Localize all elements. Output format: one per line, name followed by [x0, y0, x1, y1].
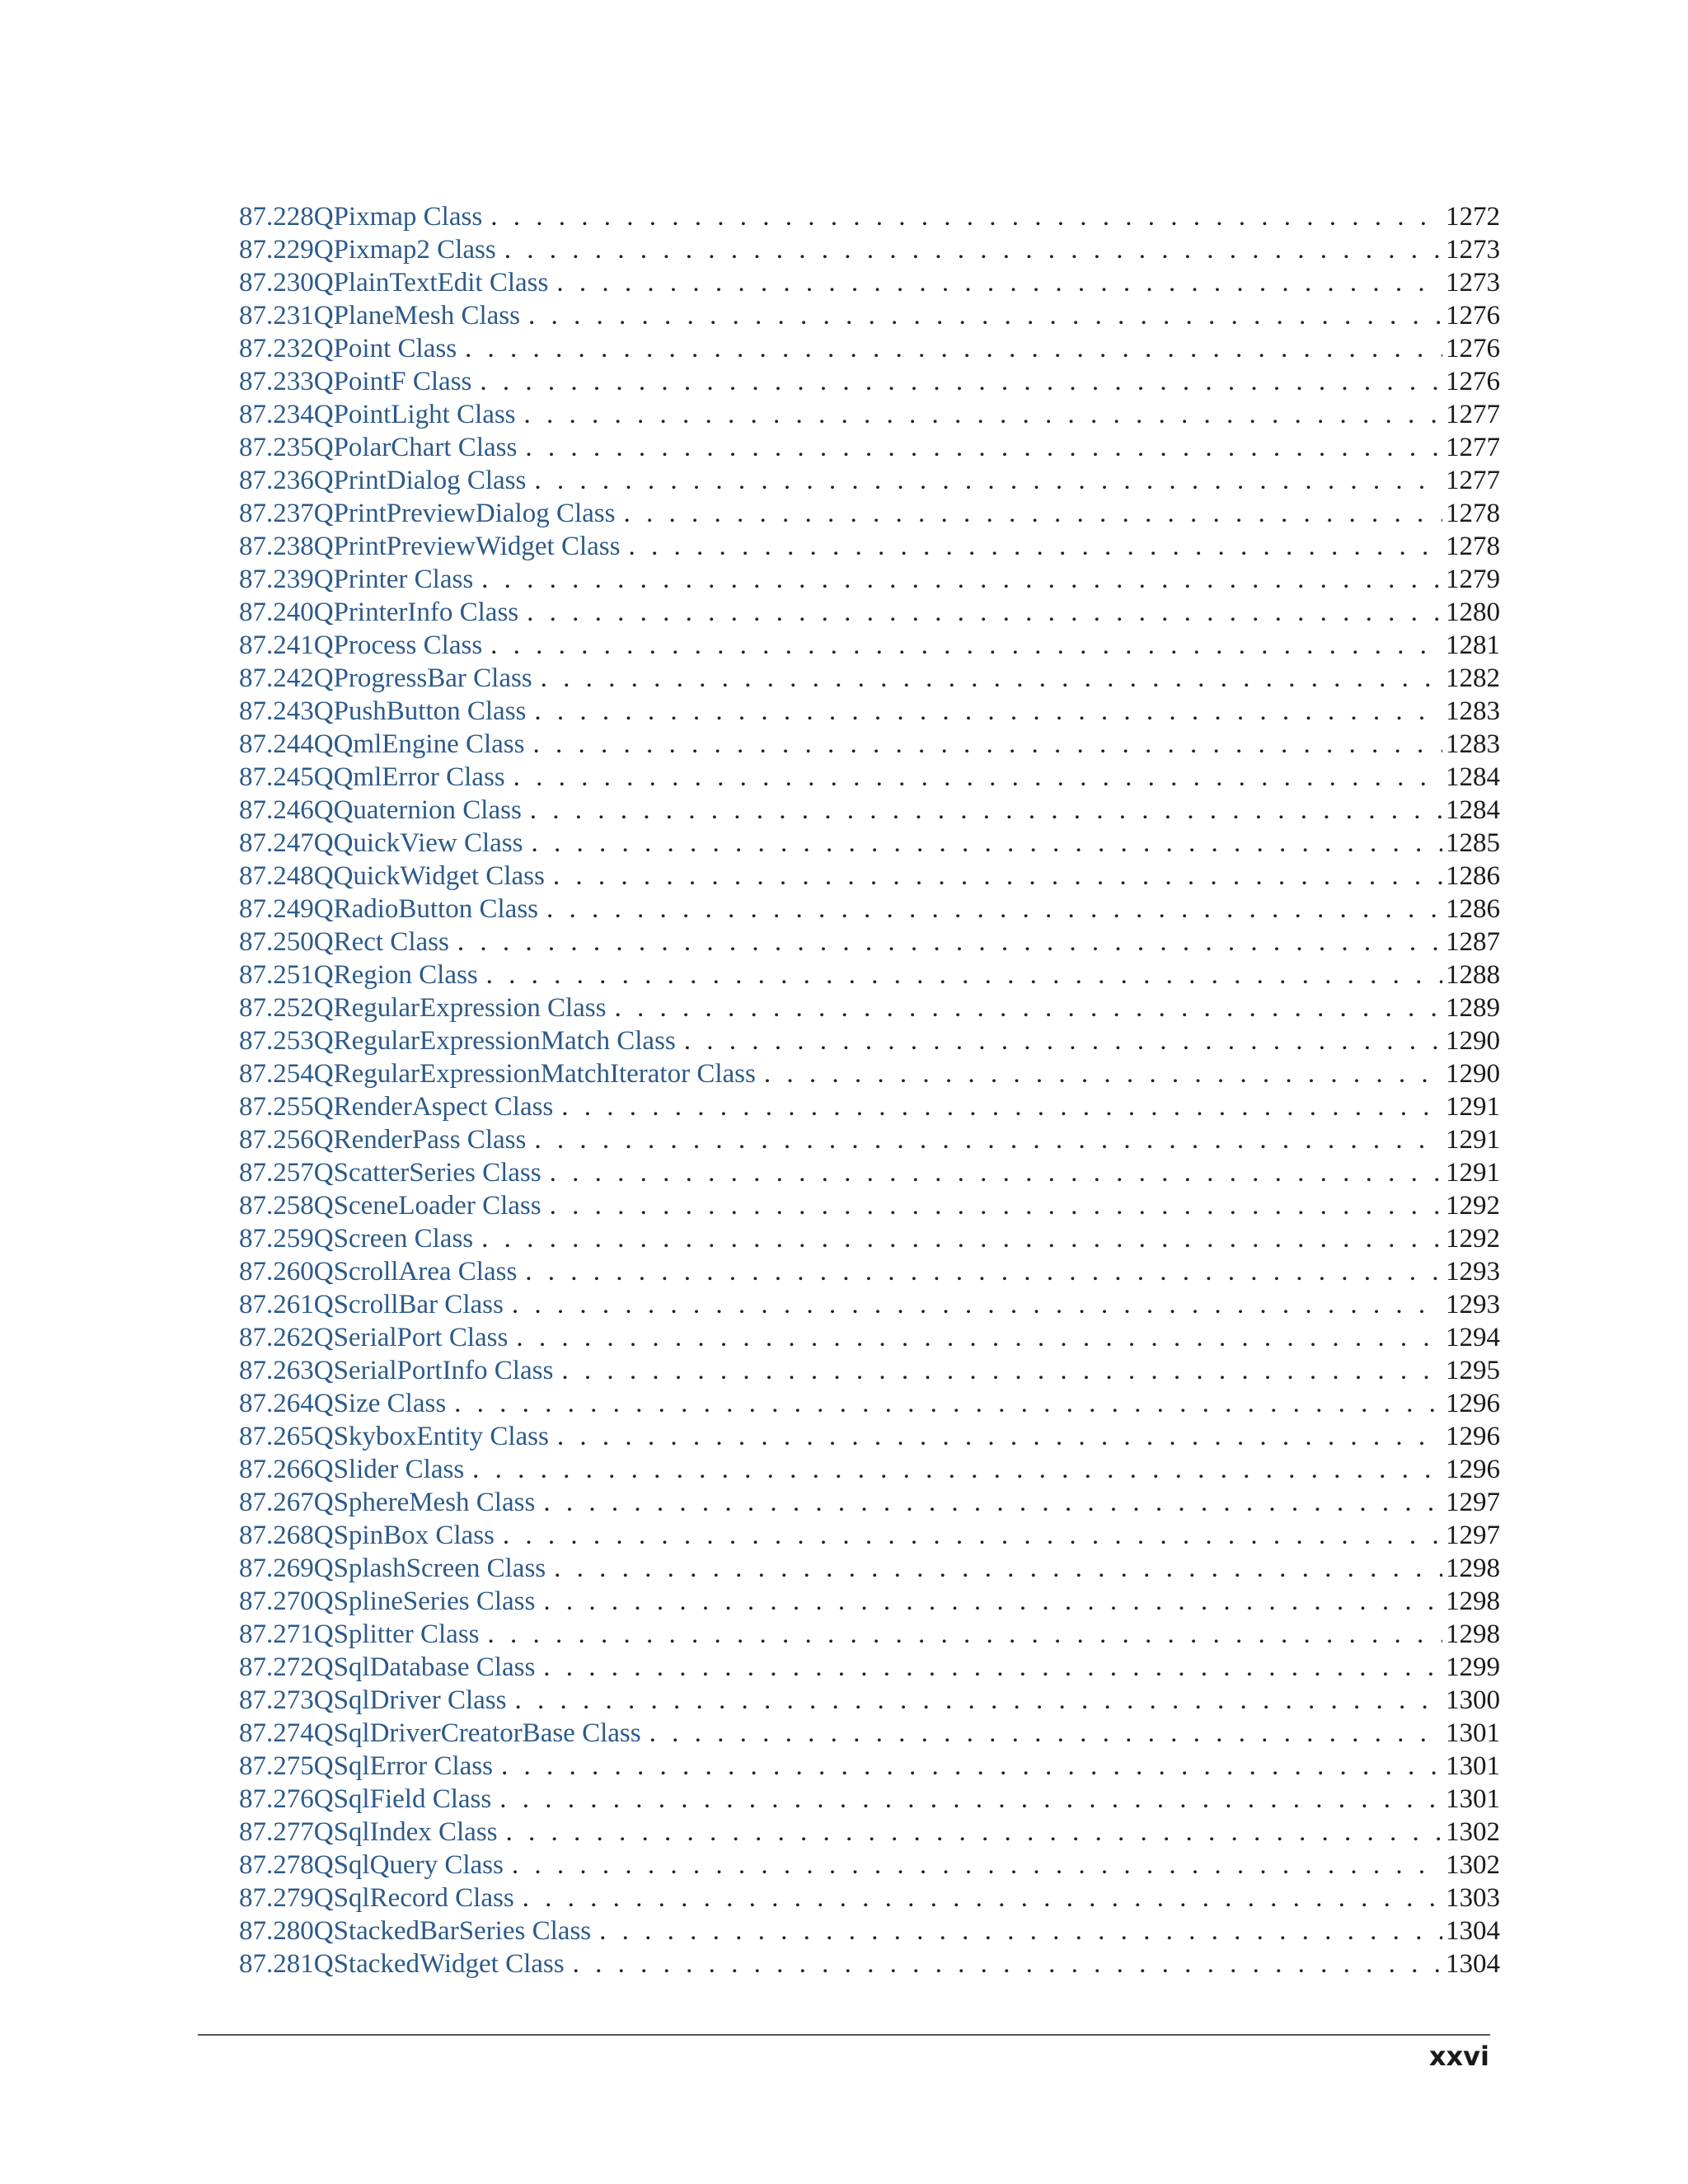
dot-leader [535, 1486, 1442, 1519]
toc-entry[interactable] [239, 1354, 1500, 1387]
toc-entry[interactable] [239, 431, 1500, 464]
toc-entry-title[interactable]: QProcess Class [313, 630, 483, 660]
toc-entry[interactable] [239, 1519, 1500, 1552]
toc-entry-title[interactable]: QPointF Class [313, 367, 472, 396]
toc-entry-page[interactable]: 1296 [1446, 1389, 1500, 1418]
toc-entry-title[interactable]: QProgressBar Class [313, 663, 532, 693]
dot-leader [641, 1717, 1442, 1750]
toc-entry[interactable] [239, 827, 1500, 860]
toc-entry-number[interactable]: 87.256 [239, 1125, 314, 1155]
toc-entry-page[interactable]: 1273 [1446, 268, 1500, 298]
toc-entry-number[interactable]: 87.265 [239, 1422, 314, 1451]
toc-entry-number[interactable]: 87.243 [239, 696, 314, 726]
dot-leader [482, 200, 1442, 233]
toc-entry-number[interactable]: 87.242 [239, 663, 314, 693]
toc-entry-title[interactable]: QSerialPortInfo Class [313, 1356, 554, 1385]
toc-entry-page[interactable]: 1292 [1446, 1224, 1500, 1254]
toc-entry[interactable] [239, 1222, 1500, 1255]
toc-entry[interactable] [239, 1651, 1500, 1684]
toc-entry-number[interactable]: 87.245 [239, 762, 314, 792]
toc-entry-page[interactable]: 1290 [1446, 1026, 1500, 1056]
toc-entry-page[interactable]: 1296 [1446, 1422, 1500, 1451]
toc-entry-page[interactable]: 1279 [1446, 565, 1500, 594]
toc-entry-number[interactable]: 87.239 [239, 565, 314, 594]
toc-entry-page[interactable]: 1288 [1446, 960, 1500, 990]
toc-entry-page[interactable]: 1277 [1446, 433, 1500, 462]
dot-leader [446, 1387, 1442, 1420]
toc-entry-page[interactable]: 1276 [1446, 367, 1500, 396]
toc-entry-title[interactable]: QPolarChart Class [313, 433, 518, 462]
toc-entry-title[interactable]: QSqlDriverCreatorBase Class [313, 1718, 641, 1748]
toc-entry-title[interactable]: QSphereMesh Class [313, 1488, 536, 1517]
toc-entry-title[interactable]: QQmlError Class [313, 762, 505, 792]
toc-entry-title[interactable]: QSpinBox Class [313, 1521, 495, 1550]
dot-leader [756, 1057, 1442, 1090]
toc-entry-title[interactable]: QSize Class [313, 1389, 447, 1418]
dot-leader [523, 827, 1443, 860]
toc-entry[interactable] [239, 1288, 1500, 1321]
toc-entry-page[interactable]: 1291 [1446, 1158, 1500, 1188]
toc-entry-number[interactable]: 87.268 [239, 1521, 314, 1550]
toc-entry-page[interactable]: 1277 [1446, 400, 1500, 429]
toc-entry-page[interactable]: 1286 [1446, 861, 1500, 891]
toc-entry-title[interactable]: QQuickView Class [313, 828, 523, 858]
toc-entry-number[interactable]: 87.232 [239, 334, 314, 363]
toc-entry[interactable] [239, 991, 1500, 1024]
toc-entry-page[interactable]: 1289 [1446, 993, 1500, 1023]
toc-entry-title[interactable]: QScrollBar Class [313, 1290, 504, 1319]
toc-entry-number[interactable]: 87.280 [239, 1916, 314, 1946]
toc-entry[interactable] [239, 1849, 1500, 1882]
toc-entry-title[interactable]: QRenderAspect Class [313, 1092, 554, 1122]
toc-entry-page[interactable]: 1294 [1446, 1323, 1500, 1352]
toc-entry-number[interactable]: 87.228 [239, 202, 314, 232]
toc-entry[interactable] [239, 1321, 1500, 1354]
toc-entry-page[interactable]: 1272 [1446, 202, 1500, 232]
dot-leader [549, 1420, 1442, 1453]
toc-entry[interactable] [239, 497, 1500, 530]
toc-entry-title[interactable]: QPoint Class [313, 334, 457, 363]
toc-entry-title[interactable]: QSceneLoader Class [313, 1191, 542, 1221]
toc-entry-page[interactable]: 1278 [1446, 499, 1500, 528]
toc-entry-title[interactable]: QQuickWidget Class [313, 861, 545, 891]
toc-entry[interactable] [239, 299, 1500, 332]
dot-leader [480, 1618, 1442, 1651]
toc-entry-title[interactable]: QRegularExpressionMatchIterator Class [313, 1059, 756, 1089]
dot-leader [526, 464, 1442, 497]
toc-entry-title[interactable]: QScreen Class [313, 1224, 474, 1254]
toc-entry-number[interactable]: 87.233 [239, 367, 314, 396]
dot-leader [516, 398, 1442, 431]
toc-entry[interactable] [239, 1387, 1500, 1420]
dot-leader [518, 596, 1442, 629]
toc-entry-title[interactable]: QSqlDatabase Class [313, 1652, 536, 1682]
toc-entry-title[interactable]: QRegion Class [313, 960, 478, 990]
dot-leader [517, 431, 1442, 464]
toc-entry-page[interactable]: 1287 [1446, 927, 1500, 957]
dot-leader [535, 1651, 1442, 1684]
toc-entry-title[interactable]: QSqlField Class [313, 1784, 492, 1814]
toc-entry-number[interactable]: 87.269 [239, 1554, 314, 1583]
toc-entry-page[interactable]: 1291 [1446, 1125, 1500, 1155]
toc-entry[interactable] [239, 1024, 1500, 1057]
toc-entry-page[interactable]: 1298 [1446, 1586, 1500, 1616]
toc-entry-page[interactable]: 1283 [1446, 729, 1500, 759]
toc-entry-number[interactable]: 87.237 [239, 499, 314, 528]
toc-entry-title[interactable]: QSerialPort Class [313, 1323, 509, 1352]
toc-entry[interactable] [239, 1618, 1500, 1651]
toc-entry-title[interactable]: QSqlDriver Class [313, 1685, 507, 1715]
toc-entry-title[interactable]: QSqlQuery Class [313, 1850, 504, 1880]
toc-entry-title[interactable]: QPrintPreviewDialog Class [313, 499, 616, 528]
dot-leader [508, 1321, 1442, 1354]
toc-entry-number[interactable]: 87.238 [239, 532, 314, 561]
toc-entry-page[interactable]: 1304 [1446, 1916, 1500, 1946]
toc-entry-page[interactable]: 1273 [1446, 235, 1500, 265]
toc-entry[interactable] [239, 1057, 1500, 1090]
toc-entry-page[interactable]: 1276 [1446, 301, 1500, 330]
toc-entry-number[interactable]: 87.266 [239, 1455, 314, 1484]
toc-entry-number[interactable]: 87.267 [239, 1488, 314, 1517]
toc-entry-page[interactable]: 1297 [1446, 1488, 1500, 1517]
toc-entry-title[interactable]: QRegularExpressionMatch Class [313, 1026, 676, 1056]
toc-entry-page[interactable]: 1301 [1446, 1784, 1500, 1814]
dot-leader [545, 860, 1442, 893]
toc-entry-page[interactable]: 1281 [1446, 630, 1500, 660]
toc-entry[interactable] [239, 365, 1500, 398]
toc-entry-page[interactable]: 1276 [1446, 334, 1500, 363]
toc-entry-page[interactable]: 1295 [1446, 1356, 1500, 1385]
dot-leader [565, 1947, 1442, 1980]
toc-entry-page[interactable]: 1292 [1446, 1191, 1500, 1221]
dot-leader [473, 563, 1442, 596]
dot-leader [498, 1816, 1443, 1849]
toc-entry-page[interactable]: 1301 [1446, 1718, 1500, 1748]
toc-entry-number[interactable]: 87.274 [239, 1718, 314, 1748]
toc-entry[interactable] [239, 398, 1500, 431]
toc-entry[interactable] [239, 1123, 1500, 1156]
toc-entry-page[interactable]: 1285 [1446, 828, 1500, 858]
toc-entry-title[interactable]: QSkyboxEntity Class [313, 1422, 549, 1451]
toc-entry-number[interactable]: 87.279 [239, 1883, 314, 1913]
toc-entry[interactable] [239, 1453, 1500, 1486]
toc-entry-page[interactable]: 1284 [1446, 762, 1500, 792]
dot-leader [464, 1453, 1442, 1486]
toc-entry-number[interactable]: 87.251 [239, 960, 314, 990]
dot-leader [517, 1255, 1442, 1288]
toc-entry-number[interactable]: 87.241 [239, 630, 314, 660]
toc-entry-title[interactable]: QScrollArea Class [313, 1257, 518, 1286]
dot-leader [457, 332, 1442, 365]
dot-leader [532, 662, 1442, 695]
dot-leader [504, 1288, 1442, 1321]
dot-leader [676, 1024, 1442, 1057]
toc-entry-number[interactable]: 87.231 [239, 301, 314, 330]
toc-entry[interactable] [239, 200, 1500, 233]
toc-entry-title[interactable]: QSplitter Class [313, 1619, 480, 1649]
toc-entry[interactable] [239, 1816, 1500, 1849]
toc-entry-title[interactable]: QSqlIndex Class [313, 1817, 498, 1847]
toc-entry-title[interactable]: QSplineSeries Class [313, 1586, 536, 1616]
toc-entry-title[interactable]: QPixmap Class [313, 202, 483, 232]
toc-entry[interactable] [239, 1915, 1500, 1947]
toc-entry-title[interactable]: QPrintDialog Class [313, 466, 527, 495]
toc-entry[interactable] [239, 958, 1500, 991]
toc-entry-page[interactable]: 1290 [1446, 1059, 1500, 1089]
toc-entry-page[interactable]: 1296 [1446, 1455, 1500, 1484]
toc-entry-title[interactable]: QSlider Class [313, 1455, 465, 1484]
toc-entry-number[interactable]: 87.272 [239, 1652, 314, 1682]
dot-leader [615, 497, 1442, 530]
toc-entry-page[interactable]: 1297 [1446, 1521, 1500, 1550]
toc-entry-number[interactable]: 87.257 [239, 1158, 314, 1188]
toc-entry-title[interactable]: QSqlRecord Class [313, 1883, 514, 1913]
toc-entry[interactable] [239, 794, 1500, 827]
toc-entry-number[interactable]: 87.277 [239, 1817, 314, 1847]
toc-entry[interactable] [239, 1783, 1500, 1816]
dot-leader [507, 1684, 1443, 1717]
toc-entry-number[interactable]: 87.255 [239, 1092, 314, 1122]
toc-entry-number[interactable]: 87.258 [239, 1191, 314, 1221]
toc-entry-page[interactable]: 1304 [1446, 1949, 1500, 1979]
toc-entry[interactable] [239, 1156, 1500, 1189]
toc-entry-page[interactable]: 1302 [1446, 1850, 1500, 1880]
dot-leader [449, 926, 1442, 958]
toc-entry-number[interactable]: 87.260 [239, 1257, 314, 1286]
dot-leader [526, 695, 1442, 728]
toc-entry[interactable] [239, 728, 1500, 761]
dot-leader [496, 233, 1442, 266]
toc-entry[interactable] [239, 464, 1500, 497]
toc-entry[interactable] [239, 1684, 1500, 1717]
dot-leader [491, 1783, 1442, 1816]
toc-entry[interactable] [239, 926, 1500, 958]
footer-divider [198, 2034, 1490, 2036]
dot-leader [542, 1156, 1442, 1189]
dot-leader [471, 365, 1442, 398]
toc-entry[interactable] [239, 629, 1500, 662]
toc-entry-page[interactable]: 1283 [1446, 696, 1500, 726]
toc-entry[interactable] [239, 1189, 1500, 1222]
toc-entry-title[interactable]: QRegularExpression Class [313, 993, 607, 1023]
toc-entry-number[interactable]: 87.273 [239, 1685, 314, 1715]
toc-entry[interactable] [239, 596, 1500, 629]
toc-entry[interactable] [239, 860, 1500, 893]
toc-entry-number[interactable]: 87.275 [239, 1751, 314, 1781]
toc-entry-page[interactable]: 1300 [1446, 1685, 1500, 1715]
dot-leader [535, 1585, 1442, 1618]
toc-entry-number[interactable]: 87.240 [239, 598, 314, 627]
toc-entry-page[interactable]: 1282 [1446, 663, 1500, 693]
toc-entry-page[interactable]: 1293 [1446, 1257, 1500, 1286]
toc-entry-title[interactable]: QPlainTextEdit Class [313, 268, 549, 298]
toc-entry-title[interactable]: QPushButton Class [313, 696, 527, 726]
toc-entry-page[interactable]: 1278 [1446, 532, 1500, 561]
toc-entry-title[interactable]: QPrinterInfo Class [313, 598, 519, 627]
dot-leader [473, 1222, 1442, 1255]
dot-leader [553, 1354, 1442, 1387]
toc-entry[interactable] [239, 1090, 1500, 1123]
dot-leader [505, 761, 1442, 794]
toc-entry-title[interactable]: QPrinter Class [313, 565, 474, 594]
dot-leader [542, 1189, 1442, 1222]
dot-leader [620, 530, 1442, 563]
dot-leader [504, 1849, 1442, 1882]
toc-entry[interactable] [239, 266, 1500, 299]
toc-entry[interactable] [239, 1420, 1500, 1453]
toc-entry-number[interactable]: 87.229 [239, 235, 314, 265]
dot-leader [591, 1915, 1442, 1947]
toc-entry[interactable] [239, 761, 1500, 794]
toc-entry-number[interactable]: 87.254 [239, 1059, 314, 1089]
dot-leader [546, 1552, 1442, 1585]
toc-entry-title[interactable]: QScatterSeries Class [313, 1158, 542, 1188]
toc-entry-page[interactable]: 1298 [1446, 1554, 1500, 1583]
toc-entry-page[interactable]: 1284 [1446, 795, 1500, 825]
toc-entry[interactable] [239, 233, 1500, 266]
page-number: xxvi [1428, 2041, 1489, 2072]
toc-entry-title[interactable]: QStackedBarSeries Class [313, 1916, 592, 1946]
dot-leader [524, 728, 1442, 761]
dot-leader [548, 266, 1442, 299]
toc-entry-number[interactable]: 87.261 [239, 1290, 314, 1319]
toc-entry[interactable] [239, 1717, 1500, 1750]
toc-entry-number[interactable]: 87.230 [239, 268, 314, 298]
table-of-contents [239, 200, 1500, 1980]
toc-entry-number[interactable]: 87.235 [239, 433, 314, 462]
toc-entry-page[interactable]: 1291 [1446, 1092, 1500, 1122]
toc-entry-number[interactable]: 87.244 [239, 729, 314, 759]
toc-entry-number[interactable]: 87.253 [239, 1026, 314, 1056]
toc-entry-title[interactable]: QSqlError Class [313, 1751, 493, 1781]
toc-entry[interactable] [239, 695, 1500, 728]
toc-entry-title[interactable]: QRect Class [313, 927, 449, 957]
toc-entry-title[interactable]: QQmlEngine Class [313, 729, 525, 759]
toc-entry-number[interactable]: 87.247 [239, 828, 314, 858]
toc-entry-title[interactable]: QPointLight Class [313, 400, 516, 429]
dot-leader [478, 958, 1442, 991]
dot-leader [526, 1123, 1442, 1156]
toc-entry[interactable] [239, 1552, 1500, 1585]
toc-entry-title[interactable]: QPlaneMesh Class [313, 301, 520, 330]
toc-entry-page[interactable]: 1299 [1446, 1652, 1500, 1682]
toc-entry-page[interactable]: 1298 [1446, 1619, 1500, 1649]
toc-entry-title[interactable]: QPixmap2 Class [313, 235, 496, 265]
toc-entry-title[interactable]: QStackedWidget Class [313, 1949, 565, 1979]
toc-entry[interactable] [239, 530, 1500, 563]
dot-leader [514, 1882, 1442, 1915]
toc-entry[interactable] [239, 1255, 1500, 1288]
dot-leader [522, 794, 1442, 827]
toc-entry-page[interactable]: 1280 [1446, 598, 1500, 627]
dot-leader [520, 299, 1442, 332]
toc-entry-number[interactable]: 87.263 [239, 1356, 314, 1385]
toc-entry-number[interactable]: 87.259 [239, 1224, 314, 1254]
toc-entry[interactable] [239, 1947, 1500, 1980]
toc-entry-title[interactable]: QRenderPass Class [313, 1125, 527, 1155]
toc-entry[interactable] [239, 332, 1500, 365]
toc-entry-title[interactable]: QSplashScreen Class [313, 1554, 546, 1583]
toc-entry[interactable] [239, 563, 1500, 596]
toc-entry-number[interactable]: 87.271 [239, 1619, 314, 1649]
toc-entry-number[interactable]: 87.234 [239, 400, 314, 429]
toc-entry-number[interactable]: 87.250 [239, 927, 314, 957]
toc-entry[interactable] [239, 1486, 1500, 1519]
toc-entry-page[interactable]: 1277 [1446, 466, 1500, 495]
toc-entry[interactable] [239, 1585, 1500, 1618]
toc-entry-number[interactable]: 87.270 [239, 1586, 314, 1616]
toc-entry-number[interactable]: 87.276 [239, 1784, 314, 1814]
toc-entry-number[interactable]: 87.236 [239, 466, 314, 495]
toc-entry-number[interactable]: 87.248 [239, 861, 314, 891]
dot-leader [553, 1090, 1442, 1123]
toc-entry-title[interactable]: QQuaternion Class [313, 795, 522, 825]
toc-entry[interactable] [239, 1750, 1500, 1783]
toc-entry[interactable] [239, 662, 1500, 695]
toc-entry-title[interactable]: QPrintPreviewWidget Class [313, 532, 621, 561]
toc-entry-page[interactable]: 1301 [1446, 1751, 1500, 1781]
dot-leader [606, 991, 1442, 1024]
toc-entry-page[interactable]: 1286 [1446, 894, 1500, 924]
toc-entry-number[interactable]: 87.246 [239, 795, 314, 825]
dot-leader [493, 1750, 1442, 1783]
toc-entry-title[interactable]: QRadioButton Class [313, 894, 539, 924]
toc-entry[interactable] [239, 893, 1500, 926]
toc-entry-page[interactable]: 1293 [1446, 1290, 1500, 1319]
toc-entry-number[interactable]: 87.249 [239, 894, 314, 924]
toc-entry-number[interactable]: 87.264 [239, 1389, 314, 1418]
toc-entry[interactable] [239, 1882, 1500, 1915]
toc-entry-page[interactable]: 1303 [1446, 1883, 1500, 1913]
dot-leader [538, 893, 1442, 926]
toc-entry-number[interactable]: 87.281 [239, 1949, 314, 1979]
toc-entry-number[interactable]: 87.252 [239, 993, 314, 1023]
toc-entry-number[interactable]: 87.278 [239, 1850, 314, 1880]
dot-leader [495, 1519, 1442, 1552]
toc-entry-number[interactable]: 87.262 [239, 1323, 314, 1352]
dot-leader [482, 629, 1442, 662]
toc-entry-page[interactable]: 1302 [1446, 1817, 1500, 1847]
